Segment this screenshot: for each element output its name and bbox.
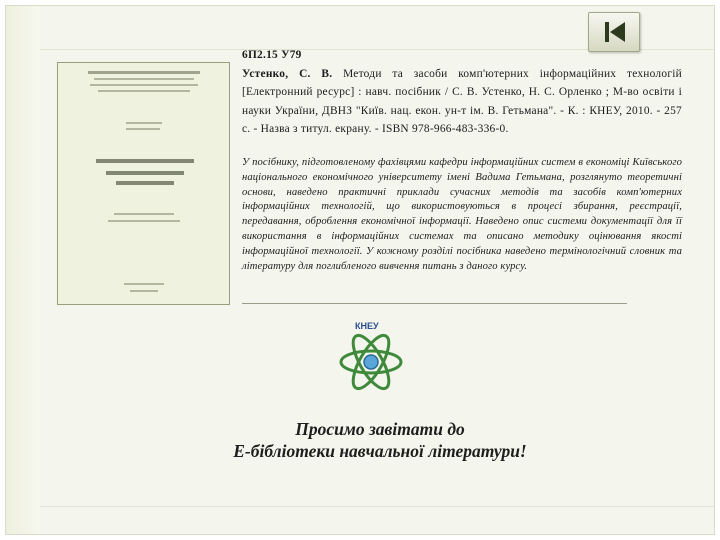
bottom-divider: [40, 506, 714, 507]
invite-line-2: Е-бібліотеки навчальної літератури!: [233, 441, 527, 461]
invite-line-1: Просимо завітати до: [295, 419, 465, 439]
library-invitation: [150, 418, 610, 462]
book-cover-image: [57, 62, 230, 305]
classification-code: 6П2.15 У79: [242, 49, 302, 61]
logo-label: КНЕУ: [355, 321, 379, 331]
book-annotation: У посібнику, підготовленому фахівцями кафедри інформаційних систем в економіці Київського національного економічного університету імені Вадима Гетьмана, розглянуто теоретичні основи, наведено практичні приклади сучасних методів та засобів комп'ютерних інформаційних технологій, що використовуються в процесі збирання, реєстрації, передавання, оброблення економічної інформації. Наведено опис системи документації для її використання в інформаційних системах та описано методику оцінювання якості інформаційної технології. У кожному розділі посібника наведено термінологічний словник та літературу для поглибленого вивчення питань з даного курсу.: [242, 157, 682, 272]
annotation-divider: [242, 303, 627, 304]
record-author: Устенко, С. В.: [242, 67, 333, 80]
bibliographic-record: [242, 46, 682, 139]
record-description: Методи та засоби комп'ютерних інформаційних технологій [Електронний ресурс] : навч. посібник / С. В. Устенко, Н. С. Орленко ; М-во освіти і науки України, ДВНЗ "Київ. нац. екон. ун-т ім. В. Гетьмана". - К. : КНЕУ, 2010. - 257 с. - Назва з титул. екрану. - ISBN 978-966-483-336-0.: [242, 67, 682, 136]
left-decor-strip: [6, 6, 40, 534]
skip-to-first-icon: [603, 21, 627, 43]
